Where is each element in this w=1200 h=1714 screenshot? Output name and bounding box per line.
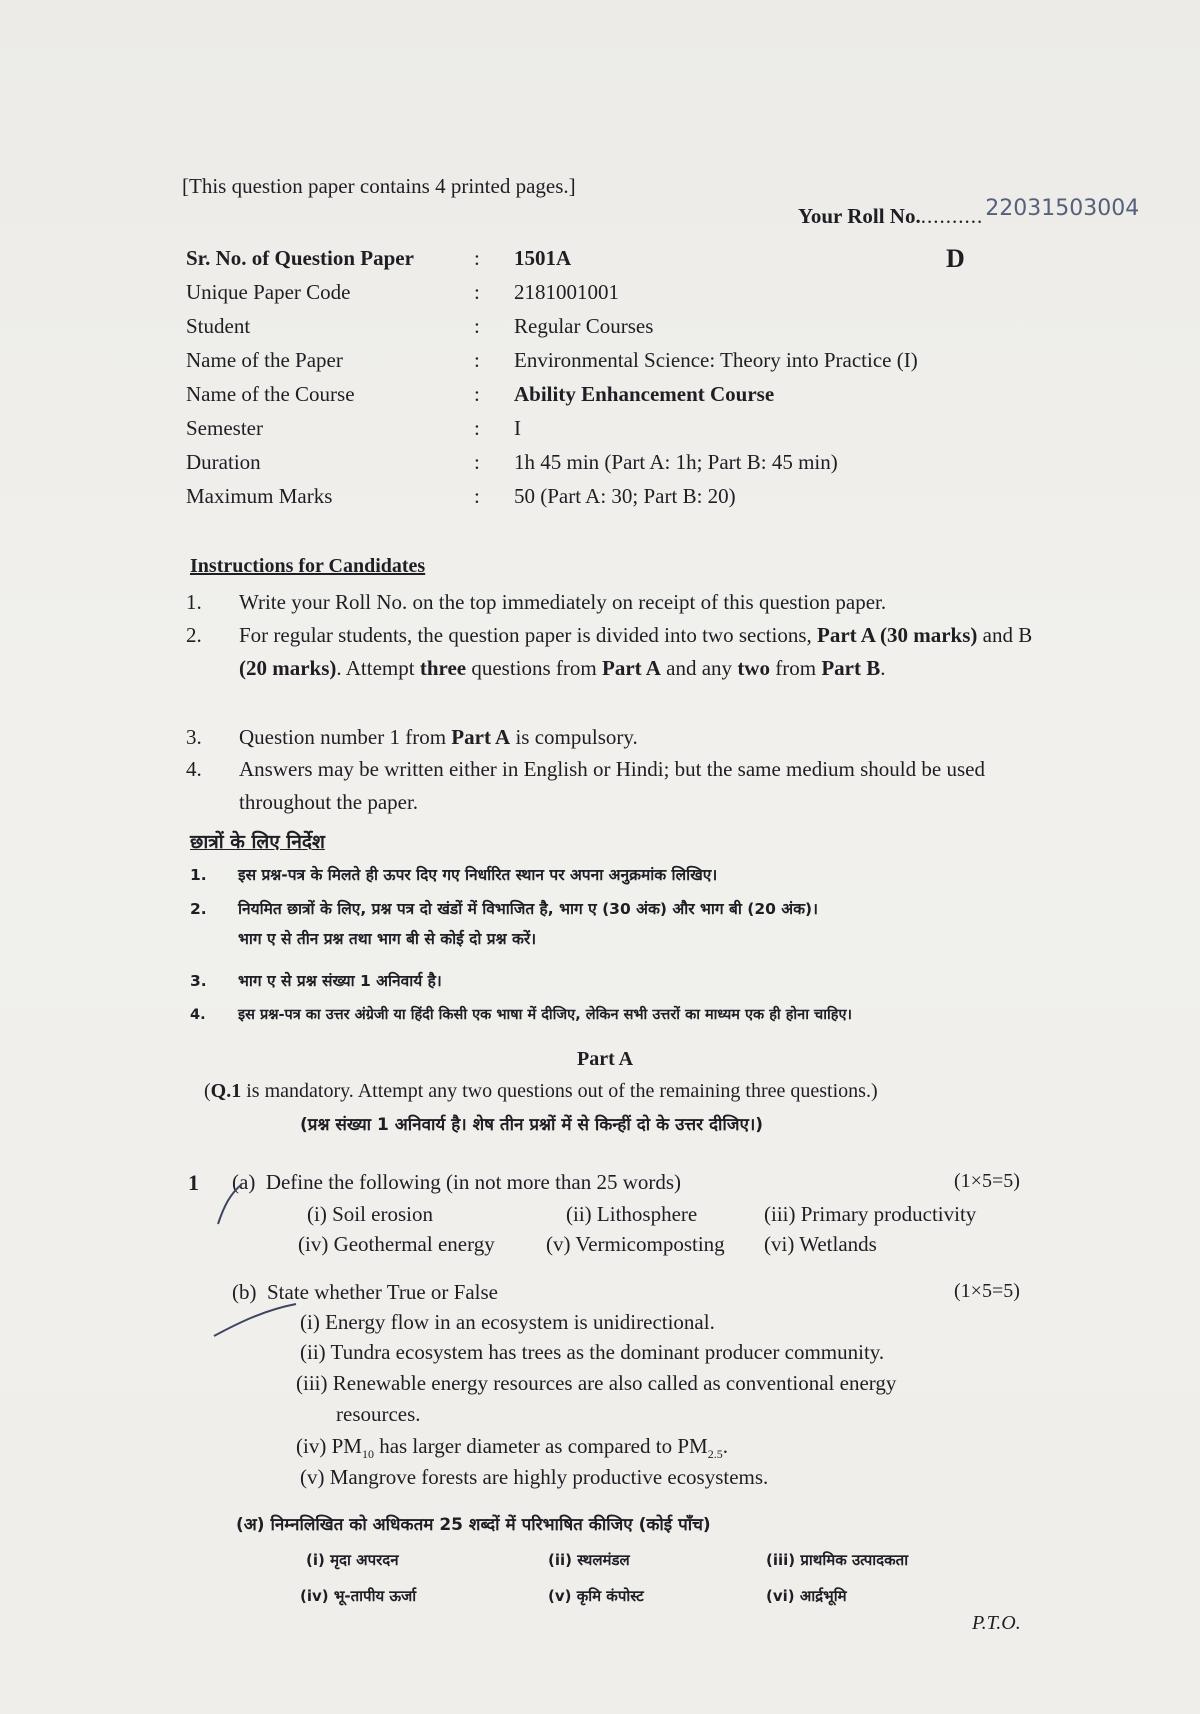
q1b-item: (i) Energy flow in an ecosystem is unidirectional. <box>300 1310 715 1334</box>
meta-value: 2181001001 <box>514 280 619 304</box>
q1a-item: (iii) Primary productivity <box>764 1202 977 1226</box>
meta-value: 50 (Part A: 30; Part B: 20) <box>514 484 736 508</box>
instructions-title: Instructions for Candidates <box>190 555 426 577</box>
meta-label: Unique Paper Code <box>186 280 351 304</box>
paper-metadata <box>186 246 1086 518</box>
instruction-text: Question number 1 from Part A is compulsory. <box>239 725 638 749</box>
hindi-instructions-title: छात्रों के लिए निर्देश <box>190 831 325 853</box>
meta-row <box>186 246 1086 280</box>
instruction-number: 3. <box>186 725 202 749</box>
instruction-text: Answers may be written either in English or Hindi; but the same medium should be used throughout the paper. <box>239 757 985 814</box>
meta-colon: : <box>474 246 480 270</box>
q1b-prompt: (b) State whether True or False <box>232 1280 498 1304</box>
pen-mark-icon <box>212 1180 252 1230</box>
q1b-item: resources. <box>336 1402 421 1426</box>
meta-colon: : <box>474 348 480 372</box>
hindi-instruction-item: 4. इस प्रश्न-पत्र का उत्तर अंग्रेजी या हिंदी किसी एक भाषा में दीजिए, लेकिन सभी उत्तरों का माध्यम एक ही होना चाहिए। <box>190 1007 852 1023</box>
q1-hindi-item: (vi) आर्द्रभूमि <box>766 1587 847 1605</box>
roll-number-field <box>798 196 1140 229</box>
pen-mark-icon <box>210 1300 300 1340</box>
instruction-item <box>186 586 1046 619</box>
meta-value: 1h 45 min (Part A: 1h; Part B: 45 min) <box>514 450 838 474</box>
meta-label: Maximum Marks <box>186 484 333 508</box>
pto-note: P.T.O. <box>972 1612 1021 1634</box>
q1-hindi-prompt: (अ) निम्नलिखित को अधिकतम 25 शब्दों में परिभाषित कीजिए (कोई पाँच) <box>236 1515 711 1535</box>
q1-hindi-item: (i) मृदा अपरदन <box>306 1551 399 1569</box>
q1b-item: (iii) Renewable energy resources are also called as conventional energy <box>296 1371 897 1395</box>
instruction-number: 4. <box>186 757 202 781</box>
meta-colon: : <box>474 416 480 440</box>
instruction-item <box>186 753 1046 819</box>
q1a-marks: (1×5=5) <box>954 1170 1020 1192</box>
meta-colon: : <box>474 280 480 304</box>
page-count-note: [This question paper contains 4 printed pages.] <box>182 174 576 198</box>
meta-colon: : <box>474 450 480 474</box>
instruction-text: For regular students, the question paper is divided into two sections, Part A (30 marks) and B (20 marks). Attempt three questions from Part A and any two from Part B. <box>239 623 1033 680</box>
meta-colon: : <box>474 382 480 406</box>
meta-row <box>186 484 1086 518</box>
roll-dots: .......... <box>920 204 984 228</box>
q1-hindi-item: (iii) प्राथमिक उत्पादकता <box>766 1551 909 1569</box>
roll-label: Your Roll No. <box>798 204 921 228</box>
hindi-instruction-item: 2. नियमित छात्रों के लिए, प्रश्न पत्र दो खंडों में विभाजित है, भाग ए (30 अंक) और भाग बी (20 अंक)। भाग ए से तीन प्रश्न तथा भाग बी से कोई दो प्रश्न करें। <box>190 900 818 948</box>
meta-value: Regular Courses <box>514 314 654 338</box>
roll-handwritten: 22031503004 <box>985 196 1140 221</box>
q1a-item: (v) Vermicomposting <box>546 1232 725 1256</box>
meta-row <box>186 314 1086 348</box>
question-number: 1 <box>188 1170 199 1195</box>
meta-colon: : <box>474 484 480 508</box>
meta-row <box>186 416 1086 450</box>
q1-hindi-item: (v) कृमि कंपोस्ट <box>548 1587 644 1605</box>
meta-row <box>186 382 1086 416</box>
meta-value: I <box>514 416 521 440</box>
meta-row <box>186 450 1086 484</box>
q1b-item: (v) Mangrove forests are highly productive ecosystems. <box>300 1465 769 1489</box>
instruction-number: 1. <box>186 590 202 614</box>
instruction-item <box>186 619 1046 685</box>
meta-label: Semester <box>186 416 263 440</box>
q1b-item: (ii) Tundra ecosystem has trees as the dominant producer community. <box>300 1340 885 1364</box>
instruction-number: 2. <box>186 623 202 647</box>
meta-label: Student <box>186 314 251 338</box>
meta-value: Ability Enhancement Course <box>514 382 775 406</box>
q1a-item: (vi) Wetlands <box>764 1232 877 1256</box>
hindi-instruction-item: 1. इस प्रश्न-पत्र के मिलते ही ऊपर दिए गए निर्धारित स्थान पर अपना अनुक्रमांक लिखिए। <box>190 866 718 884</box>
meta-row <box>186 280 1086 314</box>
part-a-title: Part A <box>577 1048 634 1070</box>
q1-hindi-item: (iv) भू-तापीय ऊर्जा <box>300 1587 417 1605</box>
meta-label: Sr. No. of Question Paper <box>186 246 414 270</box>
set-letter: D <box>946 244 965 273</box>
q1a-item: (iv) Geothermal energy <box>298 1232 495 1256</box>
hindi-instruction-item: 3. भाग ए से प्रश्न संख्या 1 अनिवार्य है। <box>190 972 442 990</box>
meta-colon: : <box>474 314 480 338</box>
part-a-note-hindi: (प्रश्न संख्या 1 अनिवार्य है। शेष तीन प्रश्नों में से किन्हीं दो के उत्तर दीजिए।) <box>300 1115 764 1135</box>
instruction-item <box>186 721 1046 754</box>
q1a-item: (i) Soil erosion <box>307 1202 433 1226</box>
meta-label: Name of the Course <box>186 382 355 406</box>
q1b-item: (iv) $PM_{10}$ has larger diameter as compared to $PM_{2.5}$. <box>296 1434 728 1462</box>
meta-label: Name of the Paper <box>186 348 343 372</box>
q1a-prompt: (a) Define the following (in not more than 25 words) <box>232 1170 682 1194</box>
instruction-text: Write your Roll No. on the top immediately on receipt of this question paper. <box>239 590 887 614</box>
meta-row <box>186 348 1086 382</box>
q1-hindi-item: (ii) स्थलमंडल <box>548 1551 630 1569</box>
part-a-note: (Q.1 is mandatory. Attempt any two questions out of the remaining three questions.) <box>204 1080 878 1102</box>
meta-value: 1501A <box>514 246 572 270</box>
meta-label: Duration <box>186 450 261 474</box>
q1b-marks: (1×5=5) <box>954 1280 1020 1302</box>
q1a-item: (ii) Lithosphere <box>566 1202 698 1226</box>
meta-value: Environmental Science: Theory into Practice (I) <box>514 348 918 372</box>
